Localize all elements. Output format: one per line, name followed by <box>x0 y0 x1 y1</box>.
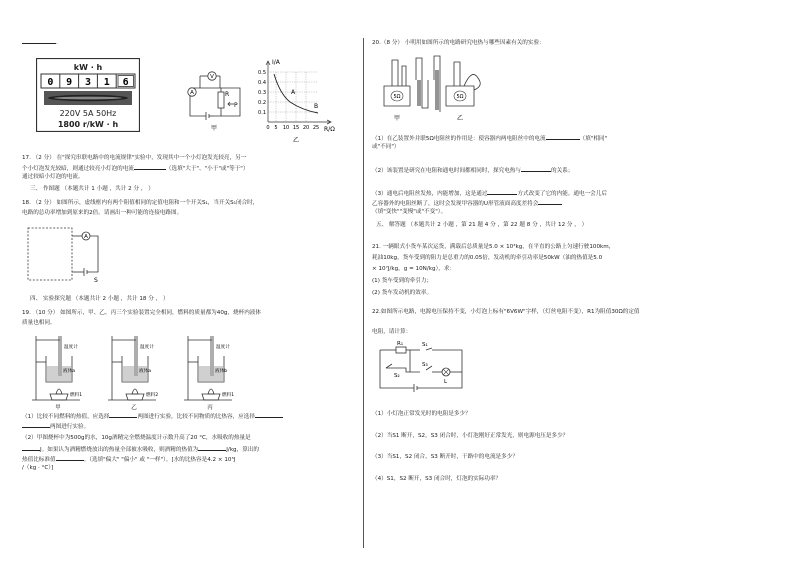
q19-part2-line3: 热值比标准值 。（选填"偏大" "偏小" 或 "一样"）。[水的比热容是4.2 × 10³J <box>22 457 236 463</box>
energy-meter-figure <box>36 58 140 132</box>
svg-text:温度计: 温度计 <box>64 345 78 350</box>
section-three-heading: 三、 作图题 （本题共计 1 小题 ，共计 2 分 ， ） <box>30 186 154 192</box>
q22-circuit-diagram <box>376 340 468 398</box>
svg-text:燃料1: 燃料1 <box>70 393 83 398</box>
q20-line1: 20.（8 分） 小明用如图所示的电路研究电热与哪些因素有关的实验： <box>372 40 545 46</box>
voltmeter-label: V <box>210 74 214 80</box>
apparatus-yi <box>108 332 172 412</box>
q17-line3: 通过较暗小灯泡的电流。 <box>22 174 84 180</box>
right-column <box>366 0 794 562</box>
fig-caption-jia: 甲 <box>210 125 218 132</box>
svg-text:0.5: 0.5 <box>258 70 266 76</box>
q20-part3-line1: （3）通电后电阻丝发热，内能增加，这是通过 方式改变了它的内能。通电一会儿后 <box>372 191 607 197</box>
meter-digit: 0 <box>47 77 54 88</box>
q20-part1-line2: 或"不同"） <box>372 144 400 150</box>
q21-line2: 耗油10kg，货车受到的阻力是总重力的0.05倍，发动机的牵引功率是50kW（油的热值是5.0 <box>372 255 603 261</box>
q18-dashed-box-circuit <box>24 224 108 286</box>
q22-s3-label: S₃ <box>422 362 428 368</box>
q22-s2-label: S₂ <box>394 373 400 379</box>
meter-digit: 6 <box>122 77 129 88</box>
q19-part1-line2: 两图进行实验。 <box>22 422 89 431</box>
q20-caption-jia: 甲 <box>393 115 401 122</box>
q19-line2: 质量也相同。 <box>22 320 56 326</box>
q22-r1-label: R₁ <box>397 341 404 347</box>
q18-line1: 18. （2 分） 如图所示，虚线框内有两个阻值相同的定值电阻和一个开关S₁，当开关S₁闭合时， <box>22 200 259 206</box>
q19-part1-line1: （1）比较不同燃料的热值，应选择 两图进行实验，比较不同物质的比热容，应选择 <box>22 412 283 421</box>
q21-part1: (1) 货车受到的牵引力； <box>372 278 433 284</box>
svg-text:0.1: 0.1 <box>258 110 266 116</box>
q17-blank <box>134 164 166 170</box>
meter-spec-line2: 1800 r/kW · h <box>57 120 119 129</box>
graph-x-ticks <box>266 125 319 131</box>
q20-left-resistor: 5Ω <box>393 94 401 100</box>
svg-text:20: 20 <box>302 125 310 131</box>
svg-text:0.2: 0.2 <box>258 100 266 106</box>
q22-line1: 22.如图所示电路，电源电压保持不变，小灯泡上标有"6V6W"字样，（灯丝电阻不变），R1为阻值30Ω的定值 <box>372 309 640 315</box>
svg-text:15: 15 <box>292 125 300 131</box>
top-answer-blank: . <box>22 38 58 47</box>
svg-text:燃料2: 燃料2 <box>146 393 159 398</box>
q22-s1-label: S₁ <box>422 342 428 348</box>
section-five-heading: 五、 解答题 （本题共计 2 小题 ，第 21 题 4 分 ，第 22 题 8 分 ，共计 12 分 ， ） <box>376 222 588 228</box>
apparatus-caption-jia: 甲 <box>55 405 61 411</box>
q18-ammeter-label: A <box>84 234 88 240</box>
fig-caption-yi: 乙 <box>292 137 300 144</box>
svg-text:液体b: 液体b <box>215 369 228 374</box>
apparatus-caption-yi: 乙 <box>131 405 137 411</box>
apparatus-jia <box>32 332 96 412</box>
meter-digit: 1 <box>103 77 110 88</box>
q18-line2: 电路的总功率增加到原来的2倍。请画出一种可能的连接电路图。 <box>22 210 183 216</box>
svg-text:0: 0 <box>266 125 270 131</box>
q17-line2: 个小灯泡发光较暗，则通过较亮小灯泡的电流 （选填"大于"、"小于"或"等于"） <box>22 166 249 172</box>
q22-part3: （3）当S1，S2 闭合，S3 断开时，干路中的电流是多少？ <box>372 454 518 460</box>
svg-text:0.4: 0.4 <box>258 80 266 86</box>
graph-y-ticks <box>258 70 266 116</box>
q19-part2-line4: /（kg · °C）] <box>22 465 54 471</box>
svg-text:液体a: 液体a <box>139 369 152 374</box>
svg-text:0.3: 0.3 <box>258 90 266 96</box>
resistor-label: R <box>225 91 230 98</box>
meter-spec-line1: 220V 5A 50Hz <box>59 109 117 118</box>
meter-digit: 3 <box>84 77 92 88</box>
q20-part3-line3: （填"变快""变慢"或"不变"）。 <box>372 209 447 215</box>
current-resistance-graph <box>256 56 342 146</box>
q17-line1: 17. （2 分） 在"探究串联电路中的电流规律"实验中，发现其中一个小灯泡发光较亮，另一 <box>22 155 247 161</box>
q22-part1: （1）小灯泡正常发光时的电阻是多少？ <box>372 411 471 417</box>
left-column <box>0 0 366 562</box>
svg-text:5: 5 <box>274 125 278 131</box>
q22-line2: 电阻，请计算： <box>372 329 412 335</box>
meter-rotating-disc <box>44 91 132 105</box>
graph-point-b: B <box>314 103 319 110</box>
graph-y-label: I/A <box>272 59 280 66</box>
graph-point-a: A <box>291 89 296 96</box>
meter-digit: 9 <box>66 77 73 88</box>
meter-unit: kW · h <box>73 63 103 72</box>
ammeter-label: A <box>190 90 194 96</box>
svg-text:燃料1: 燃料1 <box>222 393 235 398</box>
svg-text:25: 25 <box>312 125 320 131</box>
svg-text:温度计: 温度计 <box>216 345 230 350</box>
q20-part2-line: （2）该装置是研究在电阻和通电时间都相同时，探究电热与 的关系； <box>372 168 574 174</box>
q20-part3-line2: 乙容器外的电阻丝断了，这时会发现甲容器的U形管液面高度差将会 <box>372 199 562 208</box>
graph-x-label: R/Ω <box>324 126 335 133</box>
q21-line1: 21. 一辆眼式小货车某次运货，满载后总质量是5.0 × 10³kg，在平直的公路上匀速行驶100km， <box>372 244 615 250</box>
meter-digits <box>41 74 135 88</box>
q19-part2-line2: J。如果认为酒精燃烧放出的热量全部被水吸收，则酒精的热值为 J/kg，算出的 <box>22 445 259 454</box>
svg-text:10: 10 <box>282 125 290 131</box>
q22-part4: （4）S1，S2 断开，S3 闭合时，灯泡的实际功率？ <box>372 476 502 482</box>
svg-text:温度计: 温度计 <box>140 345 154 350</box>
q22-lamp-label: L <box>444 379 448 385</box>
q19-part2-line1: （2）甲图烧杯中为500g的水，10g酒精完全燃烧温度计示数升高了20 °C，水吸收的热量是 <box>22 435 251 441</box>
apparatus-caption-bing: 丙 <box>207 405 213 411</box>
q21-line3: × 10⁷J/kg，g = 10N/kg），求： <box>372 266 456 272</box>
q20-right-resistor: 5Ω <box>456 94 464 100</box>
q19-line1: 19. （10 分） 如图所示，甲、乙、丙三个实验装置完全相同，燃料的质量都为40g，烧杯内液体 <box>22 310 261 316</box>
q19-apparatus-row <box>32 332 252 412</box>
q18-switch-label: S <box>94 277 98 284</box>
section-four-heading: 四、 实验探究题 （本题共计 2 小题 ，共计 18 分 ， ） <box>30 296 169 302</box>
q20-caption-yi: 乙 <box>456 115 464 122</box>
apparatus-bing <box>184 332 248 412</box>
q20-part1-line1: （1）在乙装置外并联5Ω电阻丝的作用是：使容器内两电阻丝中的电流 （填"相同" <box>372 136 608 142</box>
q21-part2: (2) 货车发动机的效率。 <box>372 290 433 296</box>
slider-label: P <box>234 102 238 109</box>
q22-part2: （2）当S1 断开，S2，S3 闭合时，小灯泡刚好正常发光，则电源电压是多少？ <box>372 433 569 439</box>
q20-heating-apparatus <box>380 50 492 128</box>
circuit-diagram-jia <box>184 62 254 134</box>
svg-text:液体a: 液体a <box>63 369 76 374</box>
